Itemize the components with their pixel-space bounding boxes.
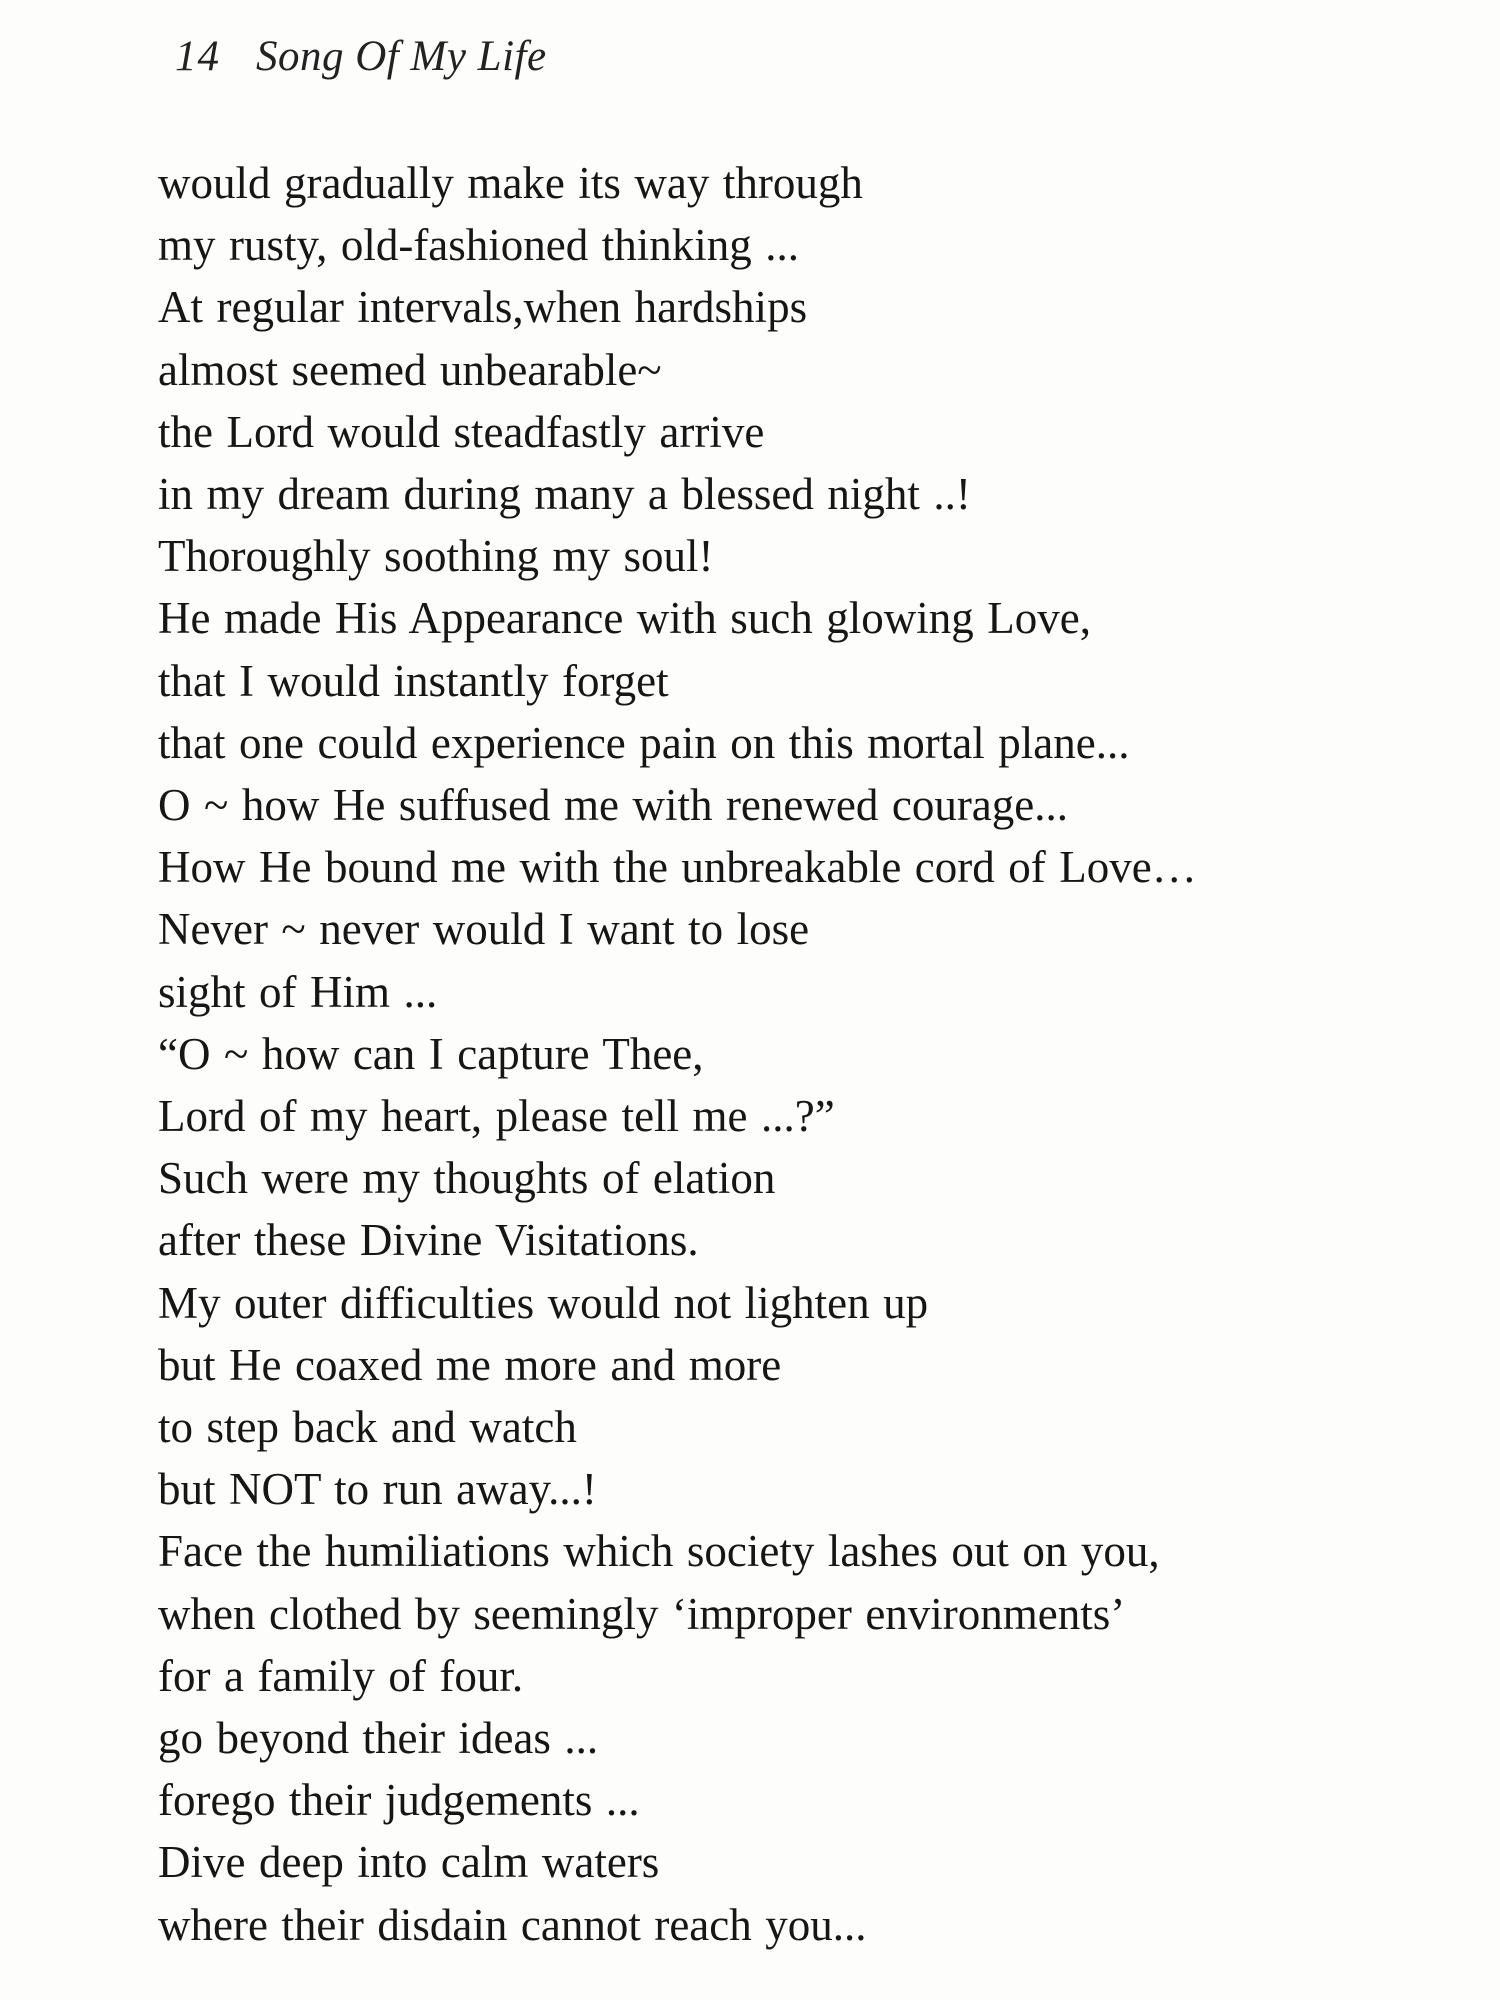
poem-line: but NOT to run away...! bbox=[158, 1464, 597, 1515]
poem-line: forego their judgements ... bbox=[158, 1775, 640, 1826]
poem-line: O ~ how He suffused me with renewed courage... bbox=[158, 780, 1069, 831]
poem-line: Face the humiliations which society lashes out on you, bbox=[158, 1526, 1160, 1577]
poem-line: after these Divine Visitations. bbox=[158, 1215, 699, 1266]
poem-line: would gradually make its way through bbox=[158, 158, 863, 208]
poem-line: sight of Him ... bbox=[158, 966, 438, 1017]
poem-line: Thoroughly soothing my soul! bbox=[158, 531, 714, 582]
book-title: Song Of My Life bbox=[256, 33, 547, 80]
poem-line: At regular intervals,when hardships bbox=[158, 282, 808, 333]
poem-line: Never ~ never would I want to lose bbox=[158, 904, 810, 955]
running-header bbox=[175, 32, 547, 82]
poem-line: for a family of four. bbox=[158, 1650, 524, 1701]
poem-line: Lord of my heart, please tell me ...?” bbox=[158, 1091, 835, 1142]
poem-line: that I would instantly forget bbox=[158, 655, 669, 706]
poem-line: but He coaxed me more and more bbox=[158, 1339, 782, 1390]
poem-line: in my dream during many a blessed night ..! bbox=[158, 469, 971, 520]
poem-line: How He bound me with the unbreakable cord of Love… bbox=[158, 842, 1197, 893]
poem-line: Dive deep into calm waters bbox=[158, 1837, 660, 1888]
poem-line: My outer difficulties would not lighten up bbox=[158, 1277, 929, 1328]
poem-line: almost seemed unbearable~ bbox=[158, 344, 662, 395]
poem-line: go beyond their ideas ... bbox=[158, 1713, 599, 1764]
poem-line: when clothed by seemingly ‘improper environments’ bbox=[158, 1588, 1126, 1639]
page-number: 14 bbox=[175, 33, 220, 80]
poem-line: “O ~ how can I capture Thee, bbox=[158, 1028, 704, 1079]
poem-line: that one could experience pain on this mortal plane... bbox=[158, 717, 1130, 768]
poem bbox=[158, 152, 1460, 1956]
poem-line: to step back and watch bbox=[158, 1402, 577, 1453]
poem-line: where their disdain cannot reach you... bbox=[158, 1899, 867, 1950]
poem-line: Such were my thoughts of elation bbox=[158, 1153, 776, 1204]
poem-line: He made His Appearance with such glowing Love, bbox=[158, 593, 1091, 644]
poem-line: the Lord would steadfastly arrive bbox=[158, 406, 765, 457]
poem-line: my rusty, old-fashioned thinking ... bbox=[158, 220, 800, 271]
